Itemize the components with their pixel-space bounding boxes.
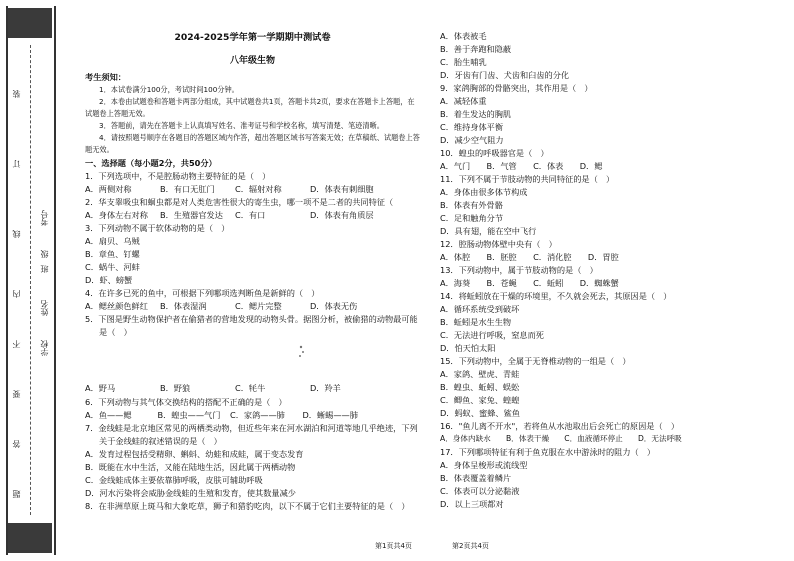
notice-line: 1．本试卷满分100分，考试时间100分钟。 [99, 85, 239, 94]
question-stem: 10．蝗虫的呼吸器官是（ ） [440, 148, 549, 158]
option[interactable]: D．体表有刺细胞 [310, 184, 374, 194]
option[interactable]: C．无法进行呼吸，窒息而死 [440, 330, 544, 340]
notice-line: 2．本卷由试题卷和答题卡两部分组成，其中试题卷共1页，答题卡共2页，要求在答题卡上答题，在 [99, 97, 415, 106]
binding-dashed-line [30, 45, 31, 515]
option[interactable]: C．胎生哺乳 [440, 57, 487, 67]
options-row[interactable]: A．海葵 B．苍蝇 C．蚯蚓 D．蜘蛛蟹 [440, 278, 619, 288]
option[interactable]: A．家鸽、壁虎、青蛙 [440, 369, 520, 379]
question-stem: 1．下列选项中，不是腔肠动物主要特征的是（ ） [85, 171, 271, 181]
seal-char: 不 [12, 340, 21, 348]
option[interactable]: D．体表无伤 [310, 301, 358, 311]
seal-char: 题 [12, 490, 21, 498]
question-stem: 2．华支睾吸虫和蛔虫都是对人类危害性很大的寄生虫，哪一项不是二者的共同特征（ [85, 197, 394, 207]
question-stem: 13．下列动物中，属于节肢动物的是（ ） [440, 265, 598, 275]
exam-number-field-label: 考号 [40, 210, 49, 226]
left-page [85, 0, 420, 561]
notice-line: 3．答题前，请先在答题卡上认真填写姓名、准考证号和学校名称，填写清楚、笔迹清晰。 [99, 121, 384, 130]
options-row[interactable]: A．气门 B．气管 C．体表 D．鳃 [440, 161, 603, 171]
option[interactable]: C．辐射对称 [235, 184, 282, 194]
option[interactable]: C．金线蛙成体主要依靠肺呼吸，皮肤可辅助呼吸 [85, 475, 263, 485]
question-stem-cont: 是（ ） [99, 327, 132, 337]
section-heading: 一、选择题（每小题2分，共50分） [85, 158, 217, 168]
options-row [85, 409, 375, 422]
page-footer-right: 第2页共4页 [452, 542, 489, 551]
option[interactable]: D．河水污染将会威胁金线蛙的生殖和发育，使其数量减少 [85, 488, 296, 498]
question-stem: 5．下图是野生动物保护者在偷猎者的营地发现的动物头骨。据图分析，被偷猎的动物最可能 [85, 314, 418, 324]
option[interactable]: C．鳃片完整 [235, 301, 282, 311]
option[interactable]: D．以上三项都对 [440, 499, 504, 509]
option[interactable]: D．蜥蜴——肺 [302, 410, 358, 420]
option[interactable]: B．野狼 [160, 383, 191, 393]
seal-char: 答 [12, 440, 21, 448]
option[interactable]: A．身体呈梭形或流线型 [440, 460, 528, 470]
option[interactable]: A．体表被毛 [440, 31, 487, 41]
notice-line: 4．请按照题号顺序在各题目的答题区域内作答，超出答题区域书写答案无效；在草稿纸、试题卷上答 [99, 133, 420, 142]
question-stem: 7．金线蛙是北京地区常见的两栖类动物，但近些年来在河水湖泊和河道等地几乎绝迹，下列 [85, 423, 418, 433]
option[interactable]: C．蜗牛、河蚌 [85, 262, 140, 272]
grade-field-label: 级 [40, 250, 49, 258]
seal-char: 订 [12, 160, 21, 168]
options-row [85, 300, 385, 313]
notice-heading: 考生须知： [85, 72, 126, 82]
right-page [440, 0, 780, 561]
exam-title: 2024-2025学年第一学期期中测试卷 [174, 32, 331, 43]
option[interactable]: D．蚂蚁、蜜蜂、鲨鱼 [440, 408, 520, 418]
option[interactable]: C．有口 [235, 210, 266, 220]
option[interactable]: C．足和触角分节 [440, 213, 504, 223]
option[interactable]: A．身体由很多体节构成 [440, 187, 528, 197]
option[interactable]: D．怕天怕太阳 [440, 343, 496, 353]
option[interactable]: B．蝗虫、蚯蚓、蜈蚣 [440, 382, 520, 392]
question-stem: 15．下列动物中，全属于无脊椎动物的一组是（ ） [440, 356, 631, 366]
option[interactable]: A．发育过程包括受精卵、蝌蚪、幼蛙和成蛙，属于变态发育 [85, 449, 304, 459]
option[interactable]: A．身体左右对称 [85, 210, 148, 220]
option[interactable]: A．鱼——鳃 [85, 410, 132, 420]
options-row[interactable]: A．身体内缺水 B．体表干燥 C．血液循环停止 D．无法呼吸 [440, 434, 682, 443]
option[interactable]: C．牦牛 [235, 383, 266, 393]
option[interactable]: B．生殖器官发达 [160, 210, 223, 220]
notice-line: 题无效。 [85, 145, 114, 154]
binding-margin [0, 0, 70, 561]
option[interactable]: D．具有翅，能在空中飞行 [440, 226, 537, 236]
page-footer-left: 第1页共4页 [375, 542, 412, 551]
binding-block-bottom [8, 523, 52, 553]
question-stem: 8．在非洲草原上斑马和大象吃草，狮子和猎豹吃肉，以下不属于它们主要特征的是（ ） [85, 501, 410, 511]
question-stem: 11．下列不属于节肢动物的共同特征的是（ ） [440, 174, 615, 184]
skull-illustration [299, 346, 303, 356]
option[interactable]: A．两侧对称 [85, 184, 132, 194]
seal-char: 要 [12, 390, 21, 398]
question-stem: 16．"鱼儿离不开水"，若将鱼从水池取出后会死亡的原因是（ ） [440, 421, 680, 431]
skull-figure [115, 330, 395, 375]
question-stem: 17．下列哪项特征有利于鱼克服在水中游泳时的阻力（ ） [440, 447, 656, 457]
exam-subject: 八年级生物 [229, 56, 275, 66]
options-row [85, 209, 385, 222]
option[interactable]: B．体表湿润 [160, 301, 207, 311]
option[interactable]: D．体表有角质层 [310, 210, 374, 220]
question-stem: 14．将蚯蚓放在干燥的环境里，不久就会死去，其原因是（ ） [440, 291, 672, 301]
question-stem: 9．家鸽胸部的骨骼突出，其作用是（ ） [440, 83, 593, 93]
option[interactable]: A．扇贝、乌贼 [85, 236, 140, 246]
option[interactable]: A．鳃丝颜色鲜红 [85, 301, 148, 311]
option[interactable]: C．鲫鱼、家兔、蝗蝗 [440, 395, 520, 405]
option[interactable]: D．减少空气阻力 [440, 135, 504, 145]
option[interactable]: B．体表覆盖着鳞片 [440, 473, 512, 483]
seal-char: 线 [12, 230, 21, 238]
option[interactable]: C．维持身体平衡 [440, 122, 504, 132]
school-field-label: 学校 [40, 340, 49, 356]
question-stem: 12．腔肠动物体壁中央有（ ） [440, 239, 557, 249]
option[interactable]: C．体表可以分泌黏液 [440, 486, 520, 496]
option[interactable]: B．蝗虫——气门 [157, 410, 221, 420]
option[interactable]: B．既能在水中生活，又能在陆地生活，因此属于两栖动物 [85, 462, 296, 472]
option[interactable]: B．善于奔跑和隐蔽 [440, 44, 512, 54]
option[interactable]: B．蚯蚓是水生生物 [440, 317, 512, 327]
question-stem-cont: 关于金线蛙的叙述错误的是（ ） [99, 436, 222, 446]
question-stem: 6．下列动物与其气体交换结构的搭配不正确的是（ ） [85, 397, 287, 407]
question-stem: 4．在许多已死的鱼中，可根据下列哪项选判断鱼是新鲜的（ ） [85, 288, 320, 298]
option[interactable]: D．羚羊 [310, 383, 341, 393]
option[interactable]: A．减轻体重 [440, 96, 487, 106]
option[interactable]: B．着生发达的胸肌 [440, 109, 512, 119]
options-row[interactable]: A．体腔 B．胚腔 C．消化腔 D．胃腔 [440, 252, 619, 262]
option[interactable]: B．章鱼、钉螺 [85, 249, 140, 259]
options-row [85, 183, 385, 196]
binding-border [6, 6, 56, 555]
option[interactable]: D．牙齿有门齿、犬齿和臼齿的分化 [440, 70, 570, 80]
options-row [85, 382, 385, 395]
notice-line: 试题卷上答题无效。 [85, 109, 150, 118]
option[interactable]: B．有口无肛门 [160, 184, 215, 194]
option[interactable]: A．野马 [85, 383, 116, 393]
name-field-label: 姓名 [40, 300, 49, 316]
question-stem: 3．下列动物不属于软体动物的是（ ） [85, 223, 230, 233]
class-field-label: 班 [40, 265, 49, 273]
seal-char: 装 [12, 90, 21, 98]
option[interactable]: D．虾、螃蟹 [85, 275, 133, 285]
seal-char: 内 [12, 290, 21, 298]
option[interactable]: C．家鸽——肺 [230, 410, 285, 420]
option[interactable]: B．体表有外骨骼 [440, 200, 503, 210]
option[interactable]: A．循环系统受到破坏 [440, 304, 520, 314]
